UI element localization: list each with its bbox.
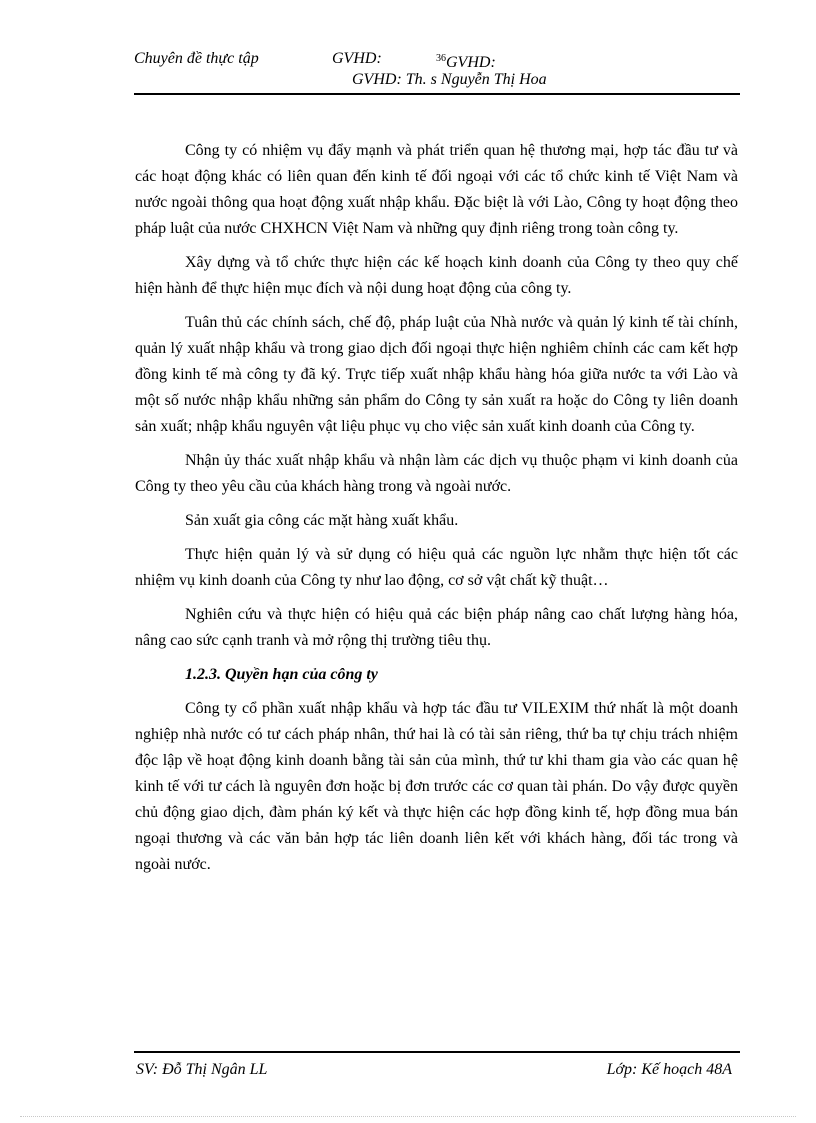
header-line-2: [134, 69, 740, 90]
paragraph-duties: Công ty có nhiệm vụ đẩy mạnh và phát triển quan hệ thương mại, hợp tác đầu tư và các hoạt động khác có liên quan đến kinh tế đối ngoại với các tổ chức kinh tế Việt Nam và nước ngoài thông qua hoạt động xuất nhập khẩu. Đặc biệt là với Lào, Công ty hoạt động theo pháp luật của nước CHXHCN Việt Nam và những quy định riêng trong toàn công ty.: [135, 142, 738, 237]
paragraph-business-plan: Xây dựng và tổ chức thực hiện các kế hoạch kinh doanh của Công ty theo quy chế hiện hành để thực hiện mục đích và nội dung hoạt động của công ty.: [135, 254, 738, 297]
advisor-name: GVHD: Th. s Nguyễn Thị Hoa: [352, 71, 547, 88]
paragraph-processing: Sản xuất gia công các mặt hàng xuất khẩu.: [185, 512, 459, 529]
paragraph-entrustment: Nhận ủy thác xuất nhập khẩu và nhận làm các dịch vụ thuộc phạm vi kinh doanh của Công ty theo yêu cầu của khách hàng trong và ngoài nước.: [135, 452, 738, 495]
page-footer: [134, 1051, 740, 1079]
class-name: Lớp: Kế hoạch 48A: [606, 1061, 732, 1078]
student-name: SV: Đỗ Thị Ngân LL: [136, 1061, 268, 1078]
advisor-label-2: GVHD:: [446, 54, 496, 71]
advisor-label: GVHD:: [332, 50, 382, 67]
paragraph-rights: Công ty cổ phần xuất nhập khẩu và hợp tác đầu tư VILEXIM thứ nhất là một doanh nghiệp nhà nước có tư cách pháp nhân, thứ hai là có tài sản riêng, thứ ba tự chịu trách nhiệm độc lập về hoạt động kinh doanh bằng tài sản của mình, thứ tư khi tham gia vào các quan hệ kinh tế với tư cách là nguyên đơn hoặc bị đơn trước các cơ quan tài phán. Do vậy được quyền chủ động giao dịch, đàm phán ký kết và thực hiện các hợp đồng kinh tế, hợp đồng mua bán ngoại thương và các văn bản hợp tác liên doanh liên kết với khách hàng, đối tác trong và ngoài nước.: [135, 700, 738, 873]
section-heading: 1.2.3. Quyền hạn của công ty: [185, 666, 378, 683]
header-line-1: [134, 48, 740, 69]
page-content: [135, 138, 738, 886]
page-number: 36: [436, 53, 446, 64]
paragraph-compliance: Tuân thủ các chính sách, chế độ, pháp luật của Nhà nước và quản lý kinh tế tài chính, quản lý xuất nhập khẩu và trong giao dịch đối ngoại thực hiện nghiêm chỉnh các cam kết hợp đồng kinh tế mà công ty đã ký. Trực tiếp xuất nhập khẩu hàng hóa giữa nước ta với Lào và một số nước nhập khẩu những sản phẩm do Công ty sản xuất ra hoặc do Công ty liên doanh sản xuất; nhập khẩu nguyên vật liệu phục vụ cho việc sản xuất kinh doanh của Công ty.: [135, 314, 738, 435]
paragraph-resources: Thực hiện quản lý và sử dụng có hiệu quả các nguồn lực nhằm thực hiện tốt các nhiệm vụ kinh doanh của Công ty như lao động, cơ sở vật chất kỹ thuật…: [135, 546, 738, 589]
paragraph-research: Nghiên cứu và thực hiện có hiệu quả các biện pháp nâng cao chất lượng hàng hóa, nâng cao sức cạnh tranh và mở rộng thị trường tiêu thụ.: [135, 606, 738, 649]
page-edge-divider: [20, 1116, 796, 1117]
page-header: [134, 48, 740, 95]
document-title: Chuyên đề thực tập: [134, 50, 259, 67]
